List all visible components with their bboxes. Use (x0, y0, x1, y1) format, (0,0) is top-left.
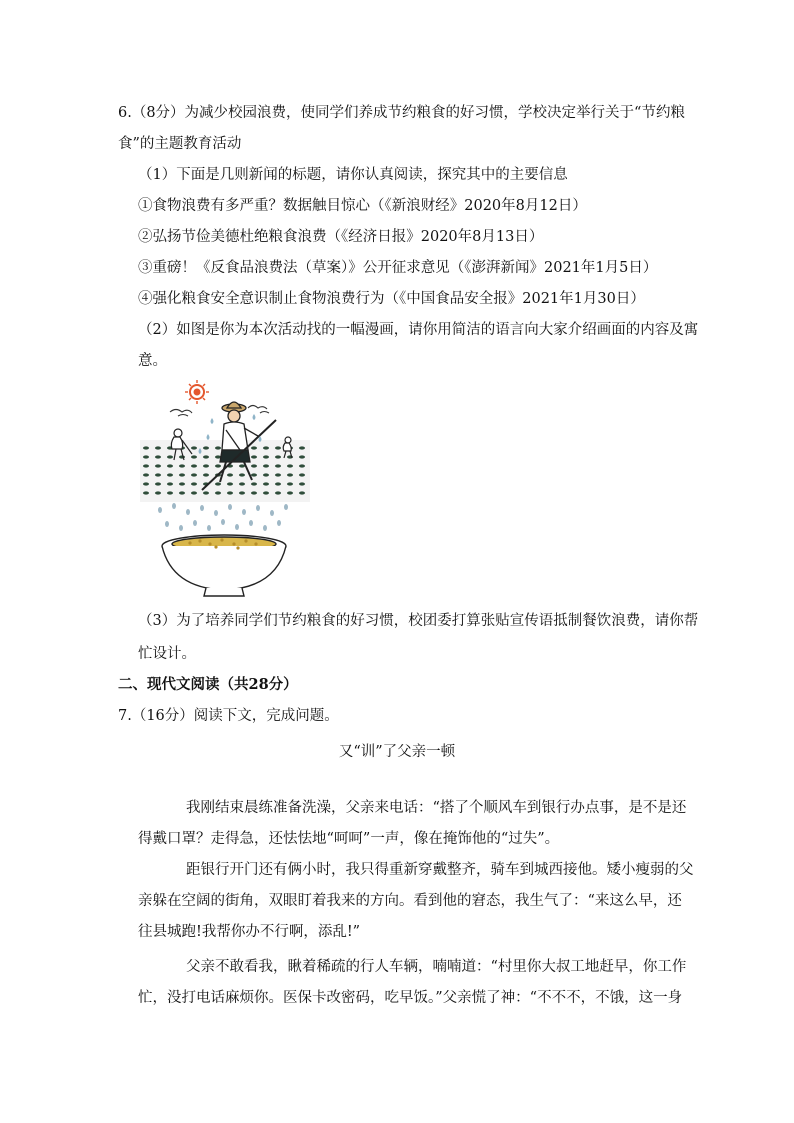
paragraph-2-line-1: 距银行开门还有俩小时，我只得重新穿戴整齐，骑车到城西接他。矮小瘦弱的父 (186, 862, 694, 878)
section-heading: 二、现代文阅读（共28分） (118, 676, 298, 693)
paragraph-3-line-1: 父亲不敢看我，瞅着稀疏的行人车辆，喃喃道：“村里你大叔工地赶早，你工作 (186, 959, 687, 975)
question-6-line-2: 食”的主题教育活动 (118, 136, 242, 152)
news-item-2: ②弘扬节俭美德杜绝粮食浪费（《经济日报》2020年8月13日） (138, 229, 544, 245)
question-6-sub-3-line-1: （3）为了培养同学们节约粮食的好习惯，校团委打算张贴宣传语抵制餐饮浪费，请你帮 (138, 613, 699, 629)
paragraph-2-line-2: 亲躲在空阔的街角，双眼盯着我来的方向。看到他的窘态，我生气了：“来这么早，还 (138, 893, 682, 909)
question-6-sub-3-line-2: 忙设计。 (138, 646, 196, 662)
rice-bowl-icon (162, 535, 286, 596)
question-6-sub-2-line-1: （2）如图是你为本次活动找的一幅漫画，请你用简洁的语言向大家介绍画面的内容及寓 (138, 322, 699, 338)
sun-icon (185, 380, 209, 404)
question-6-line-1: 6.（8分）为减少校园浪费，使同学们养成节约粮食的好习惯，学校决定举行关于“节约粮 (118, 105, 685, 121)
news-item-1: ①食物浪费有多严重？数据触目惊心（《新浪财经》2020年8月12日） (138, 198, 587, 214)
question-6-sub-2-line-2: 意。 (138, 353, 167, 369)
question-6-sub-1: （1）下面是几则新闻的标题，请你认真阅读，探究其中的主要信息 (138, 167, 568, 183)
paragraph-3-line-2: 忙，没打电话麻烦你。医保卡改密码，吃早饭。”父亲慌了神：“不不不，不饿，这一身 (138, 990, 683, 1006)
news-item-4: ④强化粮食安全意识制止食物浪费行为（《中国食品安全报》2021年1月30日） (138, 291, 645, 307)
paragraph-2-line-3: 往县城跑!我帮你办不行啊，添乱!” (138, 924, 361, 940)
article-title: 又“训”了父亲一顿 (338, 744, 456, 760)
news-item-3: ③重磅！《反食品浪费法（草案）》公开征求意见（《澎湃新闻》2021年1月5日） (138, 260, 658, 276)
cartoon-image (140, 378, 310, 600)
paragraph-1-line-2: 得戴口罩？走得急，还怯怯地“呵呵”一声，像在掩饰他的“过失”。 (138, 831, 560, 847)
paragraph-1-line-1: 我刚结束晨练准备洗澡，父亲来电话：“搭了个顺风车到银行办点事，是不是还 (186, 800, 687, 816)
question-7-intro: 7.（16分）阅读下文，完成问题。 (118, 708, 339, 724)
